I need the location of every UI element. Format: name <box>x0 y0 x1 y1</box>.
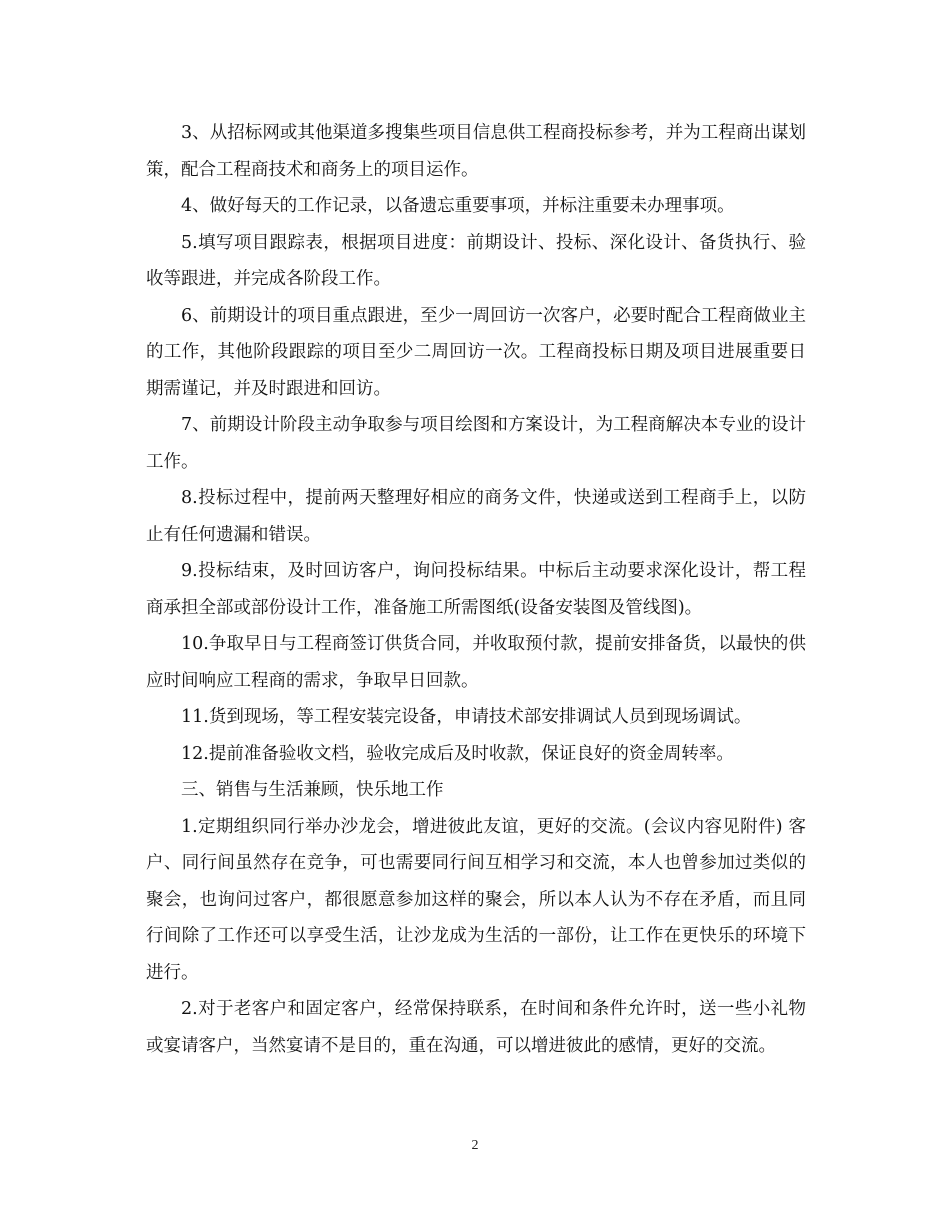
paragraph-section-item-2: 2.对于老客户和固定客户，经常保持联系，在时间和条件允许时，送一些小礼物或宴请客户，当然宴请不是目的，重在沟通，可以增进彼此的感情，更好的交流。 <box>146 999 806 1056</box>
paragraph-item-5: 5.填写项目跟踪表，根据项目进度：前期设计、投标、深化设计、备货执行、验收等跟进，并完成各阶段工作。 <box>146 232 806 289</box>
paragraph-item-3: 3、从招标网或其他渠道多搜集些项目信息供工程商投标参考，并为工程商出谋划策，配合工程商技术和商务上的项目运作。 <box>146 123 806 180</box>
document-body <box>146 115 806 1064</box>
paragraph-item-12: 12.提前准备验收文档，验收完成后及时收款，保证良好的资金周转率。 <box>181 743 734 764</box>
paragraph-item-6: 6、前期设计的项目重点跟进，至少一周回访一次客户，必要时配合工程商做业主的工作，其他阶段跟踪的项目至少二周回访一次。工程商投标日期及项目进展重要日期需谨记，并及时跟进和回访。 <box>146 305 806 399</box>
page-number: 2 <box>471 1138 479 1153</box>
paragraph-item-8: 8.投标过程中，提前两天整理好相应的商务文件，快递或送到工程商手上，以防止有任何遗漏和错误。 <box>146 488 806 545</box>
paragraph-item-10: 10.争取早日与工程商签订供货合同，并收取预付款，提前安排备货，以最快的供应时间响应工程商的需求，争取早日回款。 <box>146 634 806 691</box>
paragraph-section-item-1: 1.定期组织同行举办沙龙会，增进彼此友谊，更好的交流。(会议内容见附件) 客户、同行间虽然存在竞争，可也需要同行间互相学习和交流，本人也曾参加过类似的聚会，也询问过客户，都很愿意参加这样的聚会，所以本人认为不存在矛盾，而且同行间除了工作还可以享受生活，让沙龙成为生活的一部份，让工作在更快乐的环境下进行。 <box>146 816 806 983</box>
paragraph-item-9: 9.投标结束，及时回访客户，询问投标结果。中标后主动要求深化设计，帮工程商承担全部或部份设计工作，准备施工所需图纸(设备安装图及管线图)。 <box>146 561 806 618</box>
section-heading: 三、销售与生活兼顾，快乐地工作 <box>181 780 444 800</box>
paragraph-item-4: 4、做好每天的工作记录，以备遗忘重要事项，并标注重要未办理事项。 <box>181 196 735 216</box>
paragraph-item-7: 7、前期设计阶段主动争取参与项目绘图和方案设计，为工程商解决本专业的设计工作。 <box>146 415 806 472</box>
paragraph-item-11: 11.货到现场，等工程安装完设备，申请技术部安排调试人员到现场调试。 <box>181 707 752 727</box>
